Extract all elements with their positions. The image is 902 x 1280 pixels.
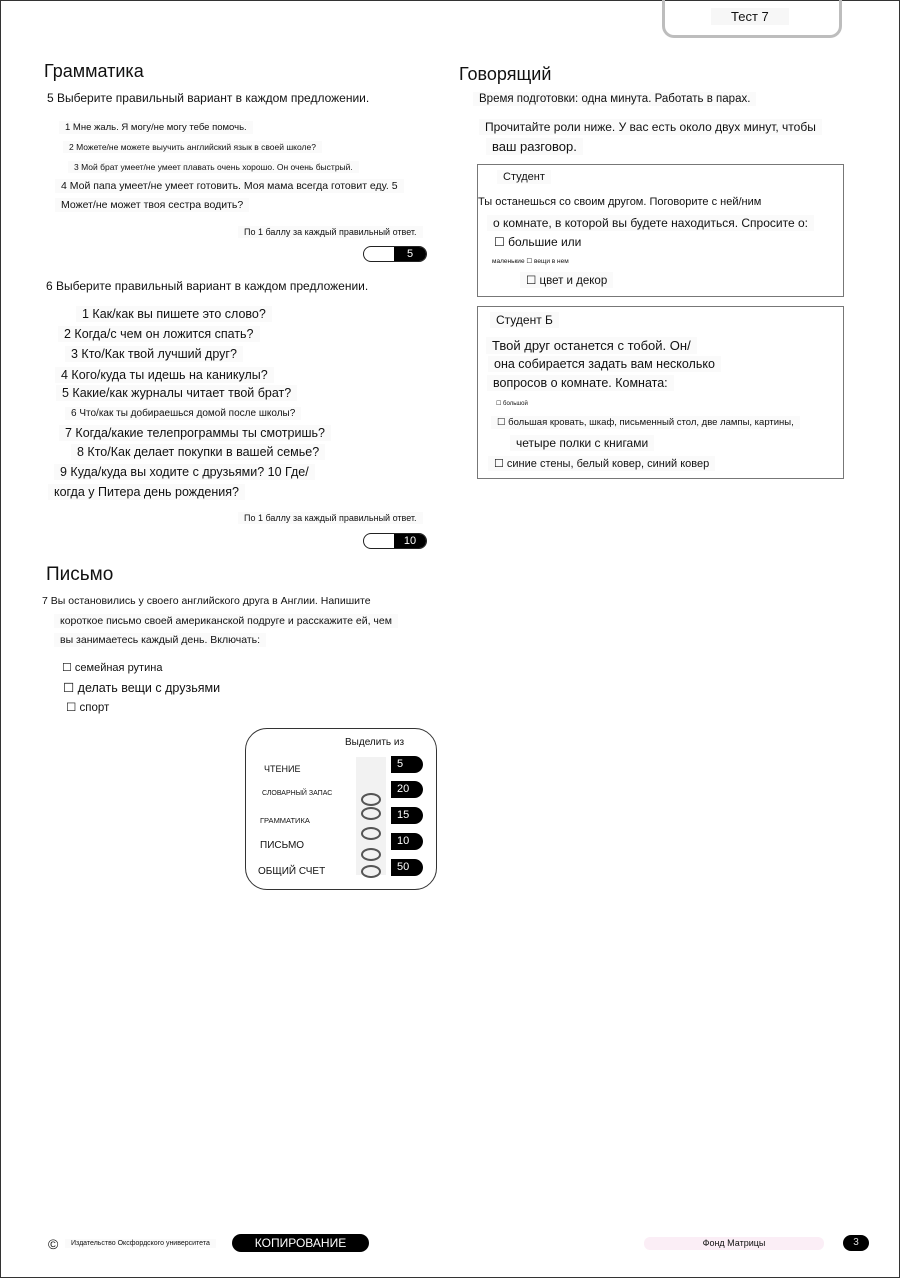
student-a-line: ☐ цвет и декор: [520, 272, 613, 288]
score-ring-icon: [361, 827, 381, 840]
score-row-label: ЧТЕНИЕ: [264, 764, 301, 774]
q6-item: 8 Кто/Как делает покупки в вашей семье?: [71, 444, 325, 460]
score-row-max: 10: [391, 833, 423, 850]
writing-instruction: короткое письмо своей американской подруге и расскажите ей, чем: [54, 614, 398, 628]
score-row-max: 15: [391, 807, 423, 824]
student-b-line: вопросов о комнате. Комната:: [487, 375, 674, 391]
score-row-max: 20: [391, 781, 423, 798]
copy-label: КОПИРОВАНИЕ: [232, 1234, 369, 1252]
student-a-line: маленькие ☐ вещи в нем: [492, 258, 569, 265]
student-b-box: [477, 306, 844, 479]
q6-item: 3 Кто/Как твой лучший друг?: [65, 346, 243, 362]
grammar-title: Грамматика: [44, 61, 144, 81]
student-a-line: Ты останешься со своим другом. Поговорите с ней/ним: [478, 196, 762, 208]
score-ring-icon: [361, 793, 381, 806]
speaking-read-roles: ваш разговор.: [486, 138, 583, 155]
student-a-line: ☐ большие или: [494, 235, 582, 249]
q6-instruction: 6 Выберите правильный вариант в каждом предложении.: [46, 279, 369, 293]
q6-item: 1 Как/как вы пишете это слово?: [76, 306, 272, 322]
q6-score-pill: [363, 533, 427, 549]
student-b-line: она собирается задать вам несколько: [488, 356, 721, 372]
score-row-label: СЛОВАРНЫЙ ЗАПАС: [262, 790, 333, 797]
score-row-max: 50: [391, 859, 423, 876]
test-tab: [662, 0, 842, 38]
q5-points-note: По 1 баллу за каждый правильный ответ.: [238, 226, 423, 238]
score-ring-icon: [361, 865, 381, 878]
q6-max-score: 10: [394, 534, 426, 548]
q5-item: 1 Мне жаль. Я могу/не могу тебе помочь.: [59, 121, 253, 134]
q6-item: 5 Какие/как журналы читает твой брат?: [56, 385, 297, 401]
q5-instruction: 5 Выберите правильный вариант в каждом предложении.: [47, 91, 370, 105]
q6-item: 2 Когда/с чем он ложится спать?: [58, 326, 260, 342]
q5-item: 3 Мой брат умеет/не умеет плавать очень хорошо. Он очень быстрый.: [68, 161, 359, 173]
page-number: 3: [843, 1235, 869, 1251]
score-row-label: ОБЩИЙ СЧЕТ: [258, 866, 326, 877]
student-b-label: Студент Б: [490, 312, 559, 328]
writing-checklist-item: ☐ спорт: [66, 702, 110, 714]
speaking-prep: Время подготовки: одна минута. Работать в парах.: [473, 92, 756, 106]
speaking-title: Говорящий: [459, 64, 552, 84]
writing-title: Письмо: [46, 564, 114, 585]
writing-checklist-item: ☐ делать вещи с друзьями: [63, 681, 221, 695]
test-label: Тест 7: [711, 8, 789, 25]
score-ring-icon: [361, 848, 381, 861]
score-header: Выделить из: [345, 737, 405, 748]
student-a-box: [477, 164, 844, 297]
score-row-label: ГРАММАТИКА: [260, 816, 310, 825]
student-b-line: ☐ большая кровать, шкаф, письменный стол, две лампы, картины,: [491, 416, 800, 429]
q6-item: когда у Питера день рождения?: [48, 484, 245, 500]
q6-item: 4 Кого/куда ты идешь на каникулы?: [55, 367, 274, 383]
publisher: Издательство Оксфордского университета: [65, 1239, 216, 1248]
score-ring-icon: [361, 807, 381, 820]
score-row-label: ПИСЬМО: [260, 840, 305, 851]
q5-max-score: 5: [394, 247, 426, 261]
student-b-line: Твой друг останется с тобой. Он/: [486, 337, 697, 354]
q6-item: 6 Что/как ты добираешься домой после школы?: [65, 407, 301, 420]
q6-item: 7 Когда/какие телепрограммы ты смотришь?: [59, 425, 331, 441]
speaking-read-roles: Прочитайте роли ниже. У вас есть около двух минут, чтобы: [479, 119, 822, 135]
student-b-line: ☐ синие стены, белый ковер, синий ковер: [488, 456, 715, 471]
q6-item: 9 Куда/куда вы ходите с друзьями? 10 Где/: [54, 464, 315, 480]
q6-points-note: По 1 баллу за каждый правильный ответ.: [238, 512, 423, 524]
fund-label: Фонд Матрицы: [644, 1237, 824, 1250]
q5-item: 2 Можете/не можете выучить английский язык в своей школе?: [63, 141, 322, 153]
copyright-icon: ©: [48, 1236, 59, 1252]
student-b-line: ☐ большой: [496, 401, 528, 407]
writing-checklist-item: ☐ семейная рутина: [62, 662, 163, 674]
score-row-max: 5: [391, 756, 423, 773]
student-a-line: о комнате, в которой вы будете находиться. Спросите о:: [487, 215, 814, 231]
score-box: [245, 728, 437, 890]
q5-item: Может/не может твоя сестра водить?: [55, 198, 249, 212]
writing-instruction: 7 Вы остановились у своего английского друга в Англии. Напишите: [42, 595, 371, 607]
q5-score-pill: [363, 246, 427, 262]
q5-item: 4 Мой папа умеет/не умеет готовить. Моя мама всегда готовит еду. 5: [55, 179, 404, 193]
writing-instruction: вы занимаетесь каждый день. Включать:: [54, 633, 266, 647]
student-b-line: четыре полки с книгами: [510, 435, 654, 451]
student-a-label: Студент: [497, 170, 551, 184]
